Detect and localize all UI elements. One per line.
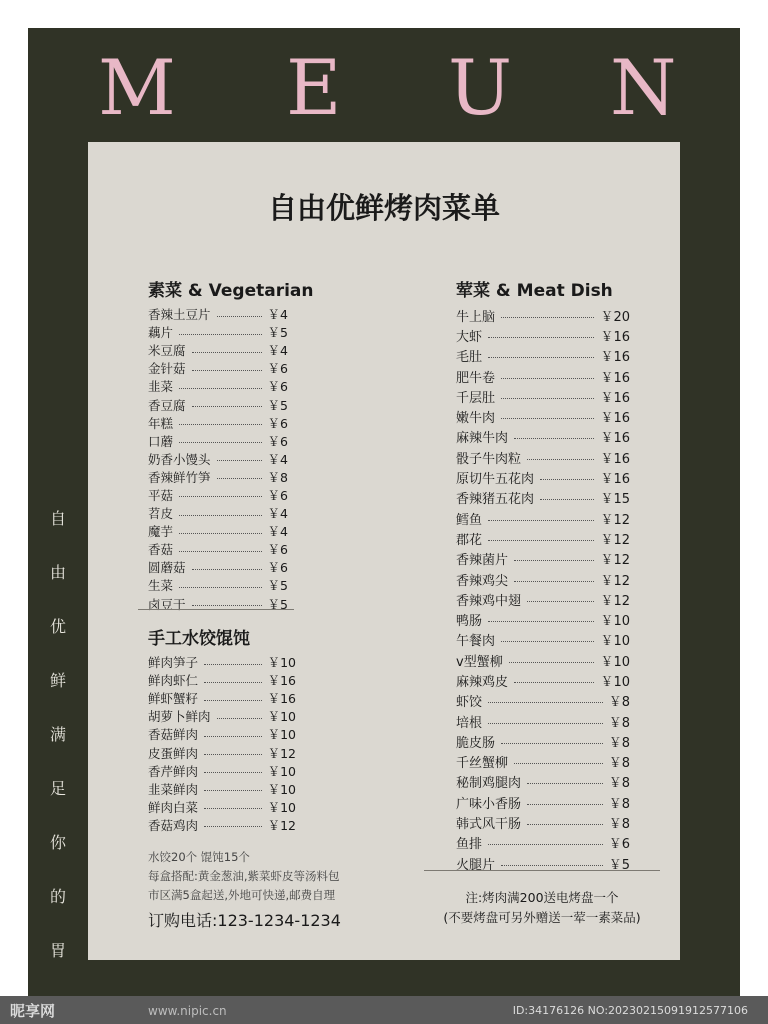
item-price: ￥16 [600, 390, 630, 406]
dot-leader [204, 754, 262, 755]
dot-leader [514, 763, 603, 764]
dot-leader [179, 496, 262, 497]
item-name: 鲜肉虾仁 [148, 673, 199, 689]
dot-leader [514, 438, 594, 439]
item-price: ￥10 [267, 781, 296, 797]
order-phone: 订购电话:123-1234-1234 [148, 911, 341, 930]
item-name: 嫩牛肉 [456, 411, 496, 427]
item-price: ￥4 [267, 307, 288, 323]
menu-item [456, 812, 630, 832]
menu-item [456, 549, 630, 569]
item-price: ￥6 [608, 837, 630, 853]
menu-item [456, 508, 630, 528]
side-char: 你 [49, 833, 66, 852]
item-name: 郡花 [456, 532, 483, 548]
item-name: 皮蛋鲜肉 [148, 745, 199, 761]
menu-item [148, 707, 296, 725]
dot-leader [204, 736, 262, 737]
side-char: 鲜 [49, 671, 66, 690]
item-price: ￥16 [267, 691, 296, 707]
menu-item [148, 486, 288, 504]
dot-leader [217, 718, 262, 719]
dot-leader [204, 682, 262, 683]
dot-leader [217, 460, 262, 461]
item-name: 韭菜鲜肉 [148, 781, 199, 797]
item-price: ￥4 [267, 343, 288, 359]
dot-leader [179, 424, 262, 425]
item-price: ￥16 [600, 411, 630, 427]
item-name: 魔芋 [148, 524, 174, 540]
dot-leader [204, 772, 262, 773]
menu-item [456, 386, 630, 406]
item-name: 韩式风干肠 [456, 817, 522, 833]
site-logo: 昵享网 [10, 1002, 56, 1020]
dot-leader [179, 442, 262, 443]
item-price: ￥8 [608, 776, 630, 792]
item-name: 鲜虾蟹籽 [148, 691, 199, 707]
item-price: ￥16 [600, 370, 630, 386]
item-name: 生菜 [148, 578, 174, 594]
item-price: ￥10 [600, 634, 630, 650]
menu-paper [88, 142, 680, 960]
side-slogan [44, 506, 72, 992]
left-divider [138, 609, 294, 610]
menu-item [148, 798, 296, 816]
menu-item [456, 711, 630, 731]
item-price: ￥8 [608, 695, 630, 711]
item-name: 香菇鲜肉 [148, 727, 199, 743]
menu-item [148, 725, 296, 743]
dumpling-note: 每盒搭配:黄金葱油,紫菜虾皮等汤料包 [148, 869, 340, 883]
dot-leader [527, 804, 603, 805]
item-name: 香辣土豆片 [148, 307, 211, 323]
dot-leader [179, 334, 262, 335]
menu-item [148, 323, 288, 341]
item-price: ￥12 [600, 512, 630, 528]
dot-leader [501, 865, 603, 866]
item-price: ￥16 [600, 329, 630, 345]
header-letter: M [98, 43, 176, 132]
menu-item [148, 377, 288, 395]
item-price: ￥6 [267, 560, 288, 576]
meat-list [456, 305, 630, 873]
dumpling-list [148, 653, 296, 834]
menu-item [456, 691, 630, 711]
menu-item [148, 305, 288, 323]
menu-item [456, 609, 630, 629]
item-price: ￥5 [267, 578, 288, 594]
item-price: ￥5 [608, 857, 630, 873]
item-name: 韭菜 [148, 379, 174, 395]
menu-item [456, 752, 630, 772]
menu-item [456, 488, 630, 508]
dot-leader [204, 664, 262, 665]
item-name: 广味小香肠 [456, 796, 522, 812]
menu-item [148, 780, 296, 798]
dot-leader [179, 533, 262, 534]
item-name: 香辣鸡中翅 [456, 593, 522, 609]
menu-item [148, 414, 288, 432]
dot-leader [501, 317, 594, 318]
menu-frame [28, 28, 740, 996]
item-price: ￥6 [267, 361, 288, 377]
menu-item [148, 395, 288, 413]
promo-note: 注:烤肉满200送电烤盘一个 [465, 890, 619, 905]
item-price: ￥10 [267, 763, 296, 779]
menu-item [148, 468, 288, 486]
item-name: 鲜肉白菜 [148, 799, 199, 815]
menu-item [148, 504, 288, 522]
dot-leader [501, 418, 594, 419]
dot-leader [527, 601, 594, 602]
item-name: 千层肚 [456, 390, 496, 406]
item-price: ￥16 [600, 431, 630, 447]
menu-item [456, 346, 630, 366]
item-price: ￥8 [608, 756, 630, 772]
menu-item [456, 467, 630, 487]
item-name: 香芹鲜肉 [148, 763, 199, 779]
item-price: ￥6 [267, 433, 288, 449]
menu-item [148, 816, 296, 834]
menu-item [148, 522, 288, 540]
item-name: 鳕鱼 [456, 512, 483, 528]
dot-leader [527, 824, 603, 825]
item-price: ￥6 [267, 542, 288, 558]
item-price: ￥8 [267, 469, 288, 485]
dot-leader [501, 641, 594, 642]
menu-item [148, 450, 288, 468]
dumpling-section-title: 手工水饺馄饨 [148, 629, 250, 649]
item-name: 培根 [456, 715, 483, 731]
dot-leader [501, 378, 594, 379]
item-price: ￥12 [600, 532, 630, 548]
watermark-bar [0, 996, 768, 1024]
side-char: 由 [49, 563, 66, 582]
item-name: 金针菇 [148, 361, 186, 377]
dot-leader [192, 370, 262, 371]
item-price: ￥8 [608, 735, 630, 751]
dot-leader [488, 621, 594, 622]
item-name: 午餐肉 [456, 634, 496, 650]
item-name: 香菇 [148, 542, 174, 558]
dot-leader [179, 551, 262, 552]
item-price: ￥6 [267, 415, 288, 431]
dot-leader [514, 682, 594, 683]
image-id: ID:34176126 NO:20230215091912577106 [512, 1004, 748, 1017]
item-price: ￥16 [600, 451, 630, 467]
menu-item [456, 325, 630, 345]
item-price: ￥8 [608, 817, 630, 833]
dot-leader [204, 808, 262, 809]
item-name: 火腿片 [456, 857, 496, 873]
dot-leader [488, 702, 603, 703]
dot-leader [179, 388, 262, 389]
menu-item [148, 671, 296, 689]
dot-leader [527, 783, 603, 784]
item-price: ￥15 [600, 492, 630, 508]
dot-leader [192, 352, 262, 353]
item-price: ￥10 [267, 727, 296, 743]
item-name: 卤豆干 [148, 596, 186, 612]
menu-item [456, 630, 630, 650]
item-name: 苕皮 [148, 506, 174, 522]
dot-leader [204, 700, 262, 701]
menu-item [456, 569, 630, 589]
right-divider [424, 870, 660, 871]
item-name: 鲜肉笋子 [148, 655, 199, 671]
item-name: v型蟹柳 [456, 654, 503, 670]
menu-item [456, 731, 630, 751]
item-name: 虾饺 [456, 695, 483, 711]
meat-section-title: 荤菜 & Meat Dish [456, 281, 613, 301]
menu-item [456, 305, 630, 325]
item-price: ￥12 [267, 817, 296, 833]
item-name: 骰子牛肉粒 [456, 451, 522, 467]
item-price: ￥10 [267, 655, 296, 671]
dot-leader [179, 515, 262, 516]
item-price: ￥6 [267, 379, 288, 395]
item-name: 大虾 [456, 329, 483, 345]
dumpling-note: 市区满5盒起送,外地可快递,邮费自理 [148, 888, 336, 902]
menu-item [148, 359, 288, 377]
item-price: ￥10 [600, 654, 630, 670]
item-name: 香辣鸡尖 [456, 573, 509, 589]
item-name: 胡萝卜鲜肉 [148, 709, 211, 725]
menu-item [148, 762, 296, 780]
dot-leader [527, 459, 594, 460]
item-name: 鱼排 [456, 837, 483, 853]
dot-leader [488, 520, 594, 521]
item-name: 平菇 [148, 487, 174, 503]
header-letter: N [610, 43, 677, 132]
menu-item [148, 576, 288, 594]
item-price: ￥12 [600, 553, 630, 569]
dot-leader [204, 826, 262, 827]
menu-title: 自由优鲜烤肉菜单 [267, 191, 500, 225]
site-url: www.nipic.cn [148, 1004, 227, 1018]
item-name: 香豆腐 [148, 397, 186, 413]
promo-note: (不要烤盘可另外赠送一荤一素菜品) [443, 910, 641, 925]
item-name: 奶香小馒头 [148, 451, 211, 467]
item-price: ￥16 [267, 673, 296, 689]
item-price: ￥20 [600, 309, 630, 325]
veg-section-title: 素菜 & Vegetarian [148, 281, 314, 301]
item-price: ￥16 [600, 350, 630, 366]
item-price: ￥10 [267, 799, 296, 815]
item-name: 香辣猪五花肉 [456, 492, 535, 508]
menu-item [456, 406, 630, 426]
item-name: 鸭肠 [456, 614, 483, 630]
item-name: 脆皮肠 [456, 735, 496, 751]
side-char: 胃 [49, 941, 66, 960]
item-price: ￥5 [267, 397, 288, 413]
menu-item [456, 366, 630, 386]
dot-leader [540, 479, 594, 480]
menu-item [456, 792, 630, 812]
menu-item [456, 447, 630, 467]
item-price: ￥8 [608, 796, 630, 812]
menu-item [456, 772, 630, 792]
item-price: ￥5 [267, 596, 288, 612]
item-name: 麻辣牛肉 [456, 431, 509, 447]
item-name: 牛上脑 [456, 309, 496, 325]
menu-item [456, 833, 630, 853]
menu-item [456, 670, 630, 690]
item-price: ￥12 [600, 593, 630, 609]
dot-leader [501, 743, 603, 744]
item-price: ￥5 [267, 325, 288, 341]
dot-leader [540, 499, 594, 500]
menu-item [456, 650, 630, 670]
menu-header [28, 28, 740, 138]
dot-leader [204, 790, 262, 791]
side-char: 满 [49, 725, 66, 744]
dot-leader [488, 540, 594, 541]
item-name: 香菇鸡肉 [148, 817, 199, 833]
dot-leader [179, 587, 262, 588]
item-price: ￥8 [608, 715, 630, 731]
menu-item [456, 528, 630, 548]
dot-leader [217, 478, 262, 479]
side-char: 自 [49, 509, 66, 528]
item-name: 麻辣鸡皮 [456, 674, 509, 690]
dot-leader [488, 337, 594, 338]
menu-item [148, 432, 288, 450]
veg-list [148, 305, 288, 613]
menu-item [148, 653, 296, 671]
dot-leader [488, 844, 603, 845]
menu-item [148, 540, 288, 558]
item-price: ￥4 [267, 506, 288, 522]
item-price: ￥10 [600, 614, 630, 630]
item-price: ￥4 [267, 524, 288, 540]
item-price: ￥10 [267, 709, 296, 725]
item-price: ￥12 [600, 573, 630, 589]
dot-leader [192, 605, 262, 606]
menu-item [148, 743, 296, 761]
item-name: 原切牛五花肉 [456, 472, 535, 488]
item-name: 藕片 [148, 325, 174, 341]
item-price: ￥12 [267, 745, 296, 761]
item-name: 香辣菌片 [456, 553, 509, 569]
dumpling-note: 水饺20个 馄饨15个 [148, 850, 250, 864]
dot-leader [488, 723, 603, 724]
item-name: 口蘑 [148, 433, 174, 449]
item-name: 米豆腐 [148, 343, 186, 359]
side-char: 足 [49, 779, 66, 798]
menu-item [148, 341, 288, 359]
dot-leader [488, 357, 594, 358]
menu-item [148, 689, 296, 707]
item-price: ￥10 [600, 674, 630, 690]
item-name: 秘制鸡腿肉 [456, 776, 522, 792]
item-price: ￥6 [267, 487, 288, 503]
item-name: 圆蘑菇 [148, 560, 186, 576]
item-price: ￥16 [600, 472, 630, 488]
menu-item [456, 427, 630, 447]
dot-leader [514, 560, 594, 561]
header-letter: E [286, 43, 342, 132]
dot-leader [509, 662, 595, 663]
item-name: 香辣鲜竹笋 [148, 469, 211, 485]
dot-leader [514, 581, 594, 582]
dot-leader [192, 569, 262, 570]
dot-leader [192, 406, 262, 407]
item-name: 年糕 [148, 415, 174, 431]
dot-leader [217, 316, 262, 317]
menu-item [456, 589, 630, 609]
item-name: 肥牛卷 [456, 370, 496, 386]
menu-item [148, 558, 288, 576]
item-name: 千丝蟹柳 [456, 756, 509, 772]
item-price: ￥4 [267, 451, 288, 467]
header-letter: U [448, 43, 513, 132]
side-char: 优 [49, 617, 66, 636]
dot-leader [501, 398, 594, 399]
side-char: 的 [49, 887, 66, 906]
item-name: 毛肚 [456, 350, 483, 366]
